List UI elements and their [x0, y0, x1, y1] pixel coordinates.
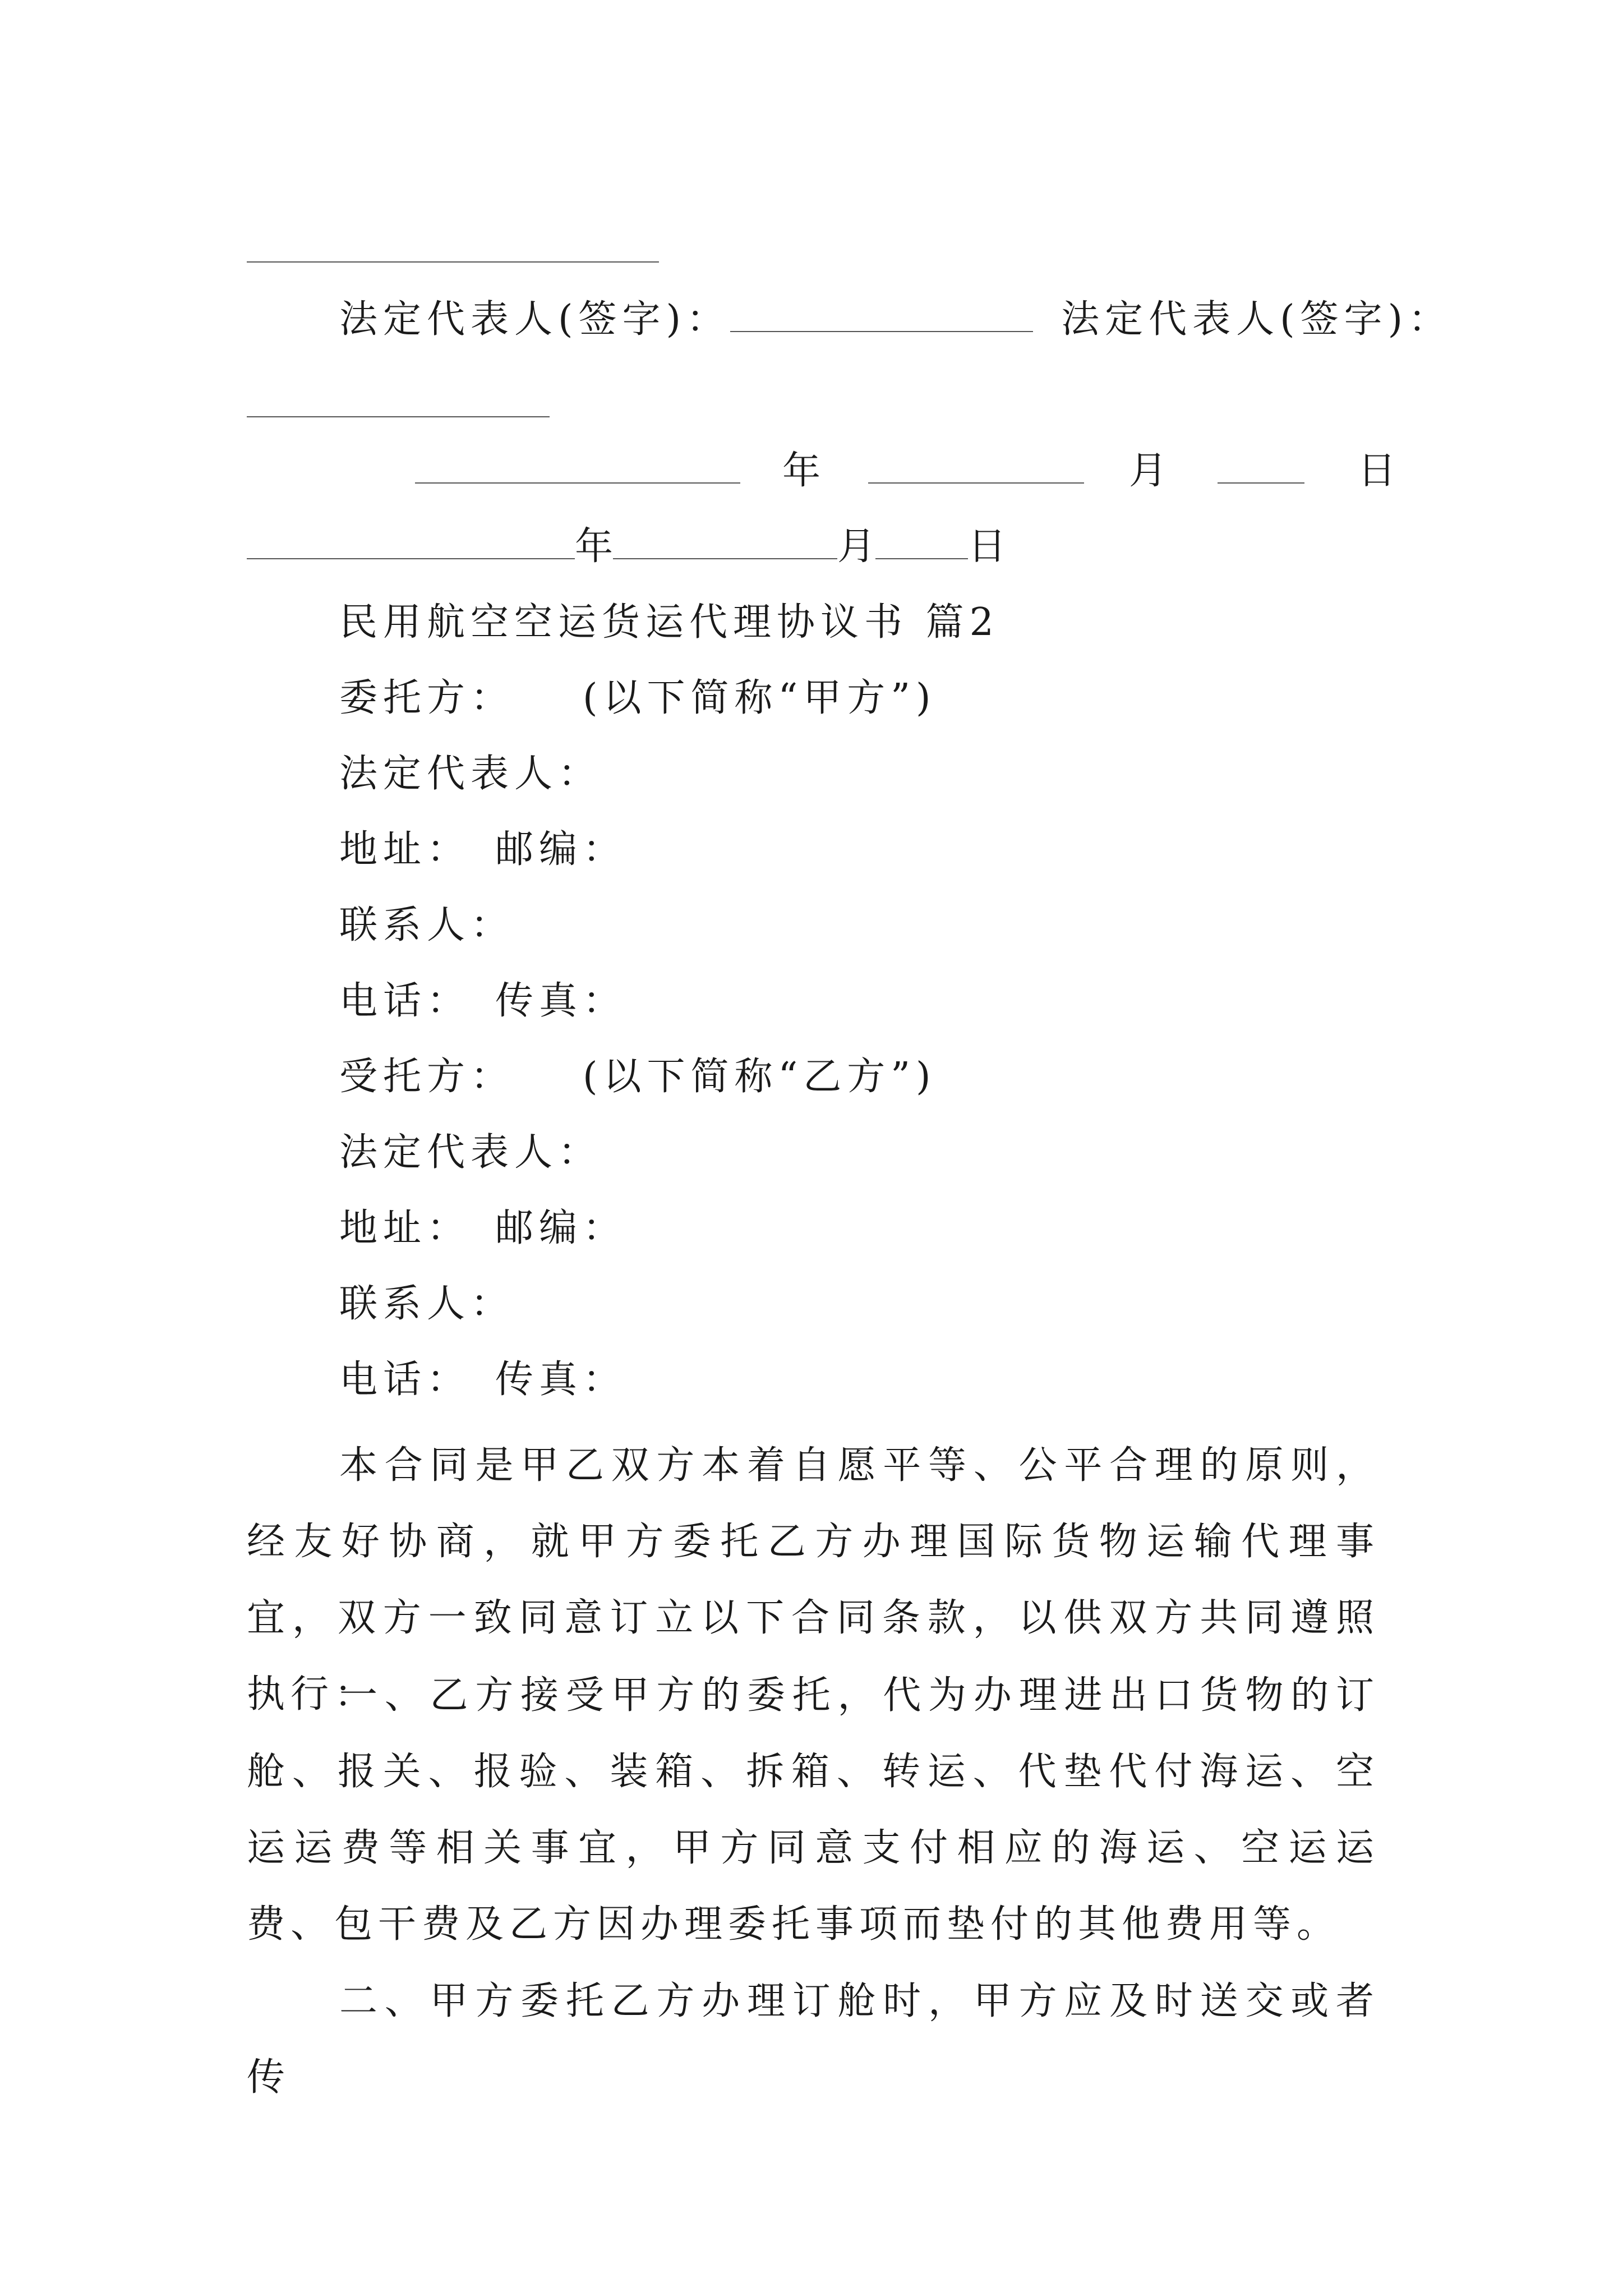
- rep-blank-right-continued: [247, 416, 550, 417]
- month-blank-1: [868, 449, 1084, 484]
- year-blank-2: [247, 524, 575, 559]
- principal-address: 地址： 邮编：: [339, 827, 627, 872]
- section-title: 民用航空空运货运代理协议书 篇2: [339, 600, 999, 645]
- agent-address: 地址： 邮编：: [339, 1206, 627, 1250]
- principal-legal-rep: 法定代表人：: [339, 752, 602, 796]
- principal-contact: 联系人：: [339, 903, 515, 947]
- day-blank-1: [1218, 449, 1304, 484]
- principal-line: 委托方： (以下简称“甲方”): [339, 676, 937, 720]
- date-line-1: [415, 446, 1401, 496]
- month-label-1: 月: [1129, 449, 1173, 493]
- month-blank-2: [613, 524, 837, 559]
- agent-contact: 联系人：: [339, 1282, 515, 1326]
- intro-paragraph: 本合同是甲乙双方本着自愿平等、公平合理的原则，经友好协商，就甲方委托乙方办理国际货物运输代理事宜，双方一致同意订立以下合同条款，以供双方共同遵照执行：: [247, 1443, 1380, 1717]
- clause-2-paragraph: 二、甲方委托乙方办理订舱时，甲方应及时送交或者传: [247, 1979, 1380, 2100]
- rep-blank-left: [730, 297, 1033, 332]
- agent-legal-rep: 法定代表人：: [339, 1130, 602, 1175]
- principal-phone: 电话： 传真：: [339, 979, 627, 1023]
- year-blank-1: [415, 449, 740, 484]
- year-label-2: 年: [575, 524, 614, 569]
- clause-1-paragraph: 一、乙方接受甲方的委托，代为办理进出口货物的订舱、报关、报验、装箱、拆箱、转运、代垫代付海运、空运运费等相关事宜，甲方同意支付相应的海运、空运运费、包干费及乙方因办理委托事项而垫付的其他费用等。: [247, 1673, 1380, 1947]
- agent-phone: 电话： 传真：: [339, 1358, 627, 1402]
- signature-line: [339, 295, 1452, 345]
- top-signature-rule: [247, 261, 659, 263]
- date-line-2: [247, 522, 1006, 572]
- rep-label-right: 法定代表人(签字)：: [1061, 297, 1453, 342]
- year-label-1: 年: [782, 449, 827, 493]
- rep-label-left: 法定代表人(签字)：: [339, 297, 731, 342]
- agent-line: 受托方： (以下简称“乙方”): [339, 1055, 937, 1099]
- day-label-1: 日: [1358, 449, 1402, 493]
- day-blank-2: [875, 524, 968, 559]
- month-label-2: 月: [837, 524, 876, 569]
- day-label-2: 日: [968, 524, 1007, 569]
